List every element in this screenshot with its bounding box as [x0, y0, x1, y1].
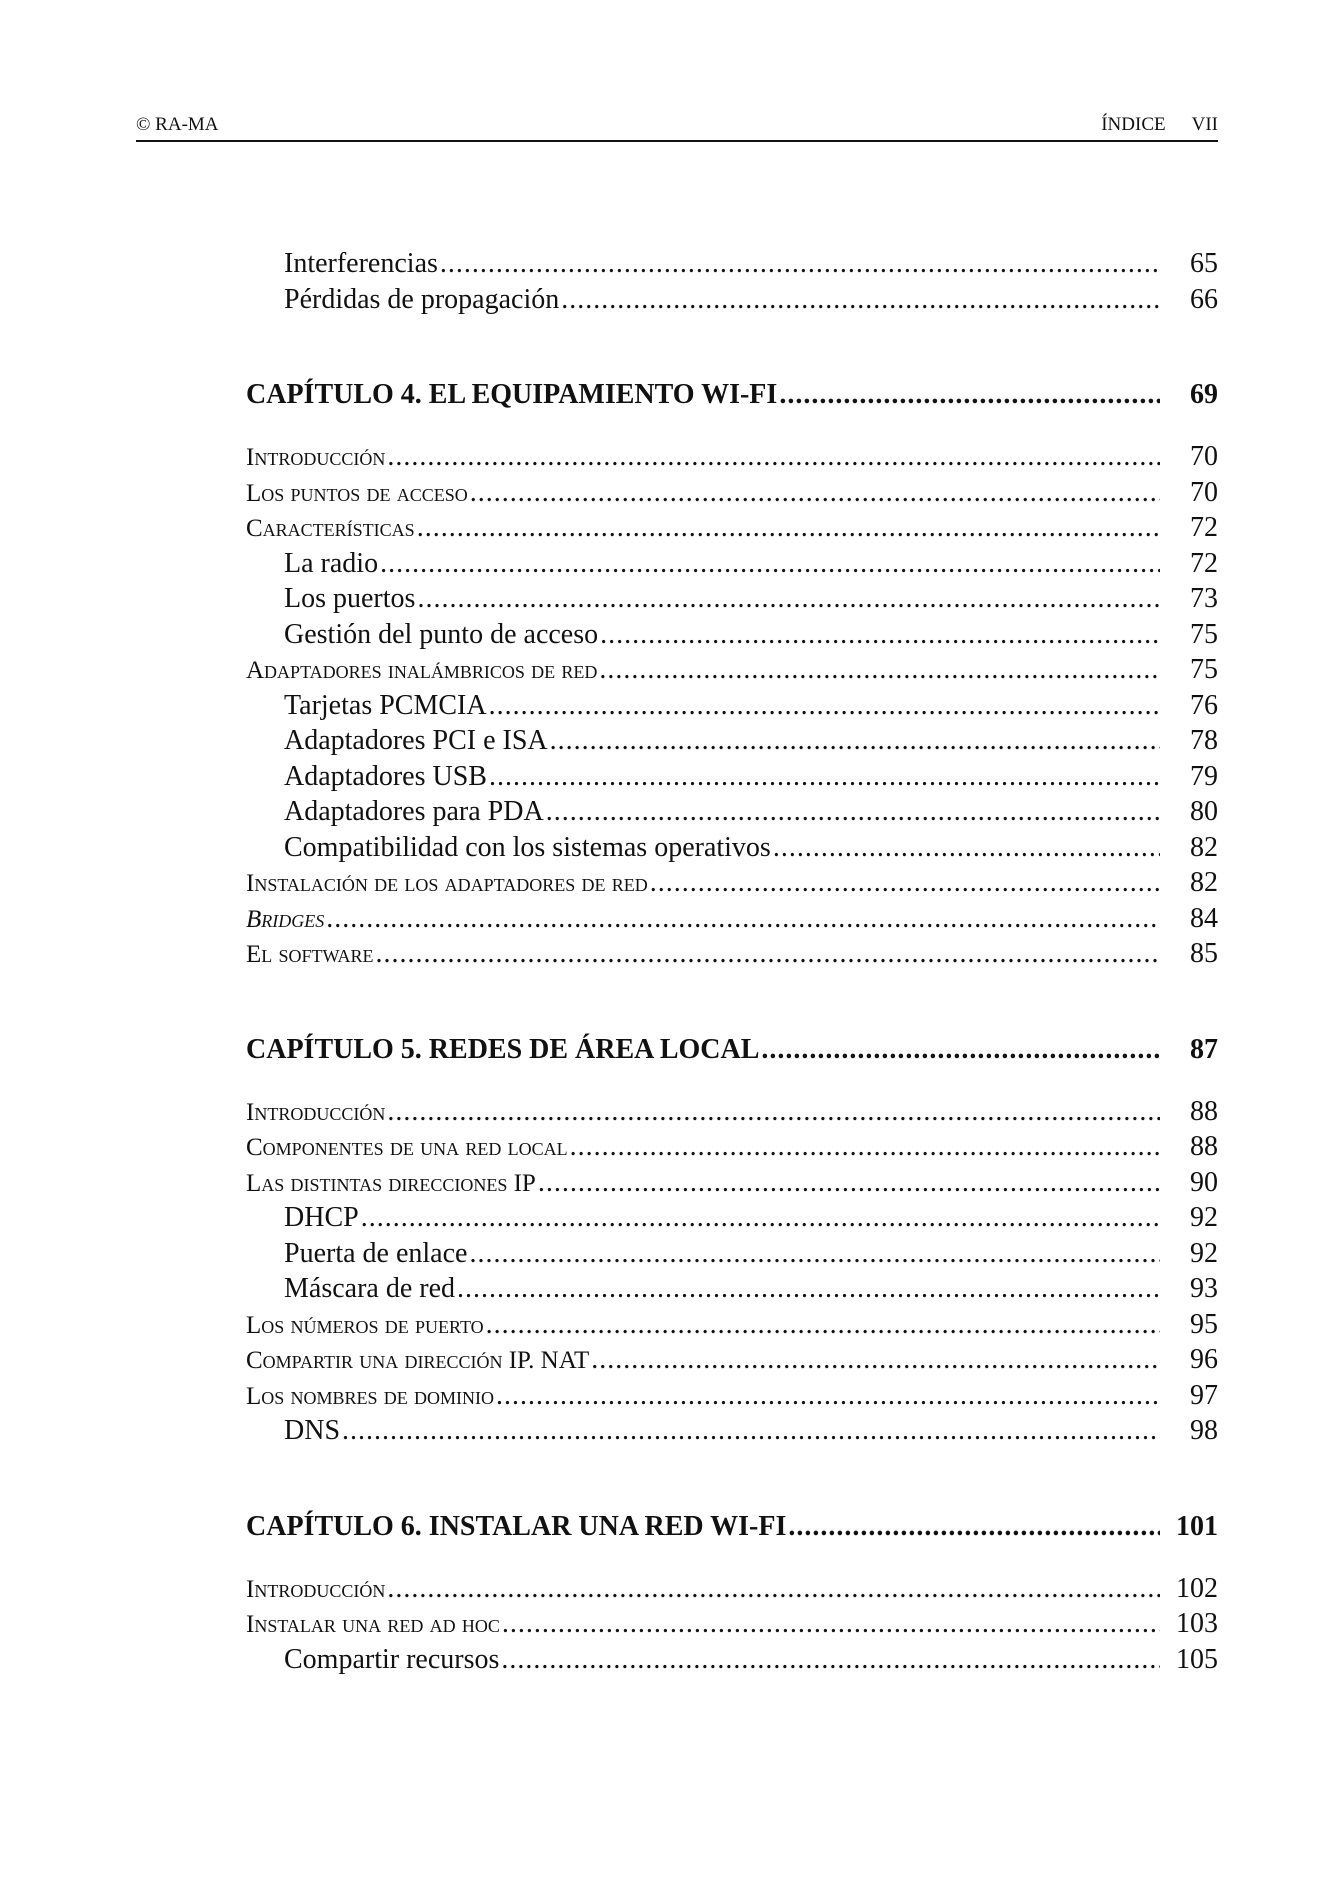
entry-title: Compartir recursos	[284, 1643, 500, 1675]
dot-leader	[380, 548, 1160, 580]
toc-section-entry[interactable]	[246, 512, 1218, 548]
spacer	[246, 1551, 1218, 1573]
dot-leader	[570, 1131, 1160, 1163]
toc-chapter-entry[interactable]	[246, 1034, 1218, 1074]
entry-page-number: 79	[1190, 760, 1218, 792]
toc-subsection-entry[interactable]	[246, 832, 1218, 868]
dot-leader	[788, 1511, 1160, 1543]
spacer	[246, 1451, 1218, 1511]
entry-title: Introducción	[246, 1575, 386, 1603]
toc-section-entry[interactable]	[246, 903, 1218, 939]
dot-leader	[599, 654, 1160, 686]
toc-subsection-entry[interactable]	[246, 1415, 1218, 1451]
entry-title: Los puertos	[284, 583, 416, 614]
toc-subsection-entry[interactable]	[246, 690, 1218, 726]
entry-page-number: 72	[1190, 512, 1218, 543]
dot-leader	[761, 1034, 1160, 1066]
dot-leader	[779, 379, 1160, 411]
entry-page-number: 80	[1190, 796, 1218, 827]
entry-title: CAPÍTULO 4. EL EQUIPAMIENTO WI-FI	[246, 379, 778, 410]
toc-section-entry[interactable]	[246, 1344, 1218, 1380]
toc-subsection-entry[interactable]	[246, 1238, 1218, 1274]
dot-leader	[417, 512, 1160, 544]
entry-title: La radio	[284, 547, 379, 579]
dot-leader	[591, 1344, 1160, 1376]
entry-title: Adaptadores para PDA	[284, 796, 544, 827]
dot-leader	[501, 1644, 1160, 1676]
dot-leader	[650, 867, 1160, 899]
entry-title: CAPÍTULO 5. REDES DE ÁREA LOCAL	[246, 1033, 760, 1065]
entry-page-number: 92	[1190, 1202, 1218, 1233]
spacer	[246, 319, 1218, 379]
dot-leader	[376, 938, 1160, 970]
toc-subsection-entry[interactable]	[246, 1273, 1218, 1309]
entry-title: El software	[246, 941, 374, 968]
entry-title: Características	[246, 515, 415, 542]
entry-page-number: 75	[1190, 618, 1218, 650]
entry-page-number: 101	[1176, 1510, 1218, 1542]
entry-page-number: 93	[1190, 1273, 1218, 1304]
dot-leader	[469, 1238, 1160, 1270]
toc-subsection-entry[interactable]	[246, 1202, 1218, 1238]
toc-subsection-entry[interactable]	[246, 548, 1218, 584]
entry-page-number: 88	[1190, 1095, 1218, 1127]
entry-title: Los nombres de dominio	[246, 1382, 495, 1410]
entry-page-number: 105	[1176, 1643, 1218, 1675]
entry-page-number: 92	[1190, 1237, 1218, 1269]
entry-title: Las distintas direcciones IP	[246, 1169, 536, 1197]
dot-leader	[773, 832, 1160, 864]
toc-chapter-entry[interactable]	[246, 1511, 1218, 1551]
toc-section-entry[interactable]	[246, 1131, 1218, 1167]
entry-page-number: 69	[1190, 379, 1218, 410]
dot-leader	[361, 1202, 1160, 1234]
running-header	[136, 108, 1218, 142]
entry-page-number: 72	[1190, 547, 1218, 579]
entry-page-number: 84	[1190, 902, 1218, 934]
entry-title: DNS	[284, 1415, 341, 1446]
dot-leader	[387, 1573, 1160, 1605]
entry-title: Adaptadores USB	[284, 760, 487, 792]
spacer	[246, 974, 1218, 1034]
entry-title: Instalación de los adaptadores de red	[246, 870, 648, 897]
dot-leader	[326, 903, 1160, 935]
entry-page-number: 66	[1190, 283, 1218, 315]
entry-title: Los puntos de acceso	[246, 479, 468, 507]
spacer	[246, 1074, 1218, 1096]
entry-page-number: 102	[1176, 1572, 1218, 1604]
toc-subsection-entry[interactable]	[246, 619, 1218, 655]
dot-leader	[496, 1380, 1160, 1412]
entry-title: Introducción	[246, 1098, 386, 1126]
toc-section-entry[interactable]	[246, 654, 1218, 690]
entry-page-number: 70	[1190, 441, 1218, 472]
entry-page-number: 75	[1190, 654, 1218, 685]
header-right	[1101, 114, 1218, 136]
dot-leader	[489, 761, 1160, 793]
entry-title: Máscara de red	[284, 1273, 456, 1304]
toc-section-entry[interactable]	[246, 477, 1218, 513]
toc-subsection-entry[interactable]	[246, 248, 1218, 284]
entry-page-number: 78	[1190, 725, 1218, 756]
entry-page-number: 85	[1190, 938, 1218, 969]
toc-subsection-entry[interactable]	[246, 796, 1218, 832]
entry-title: Pérdidas de propagación	[284, 283, 560, 315]
entry-page-number: 97	[1190, 1379, 1218, 1411]
entry-title: CAPÍTULO 6. INSTALAR UNA RED WI-FI	[246, 1510, 787, 1542]
toc-section-entry[interactable]	[246, 1573, 1218, 1609]
entry-page-number: 95	[1190, 1308, 1218, 1340]
dot-leader	[600, 619, 1160, 651]
entry-page-number: 73	[1190, 583, 1218, 614]
entry-page-number: 76	[1190, 689, 1218, 721]
table-of-contents	[246, 248, 1218, 1679]
entry-title: Componentes de una red local	[246, 1134, 568, 1161]
toc-subsection-entry[interactable]	[246, 284, 1218, 320]
toc-chapter-entry[interactable]	[246, 379, 1218, 419]
dot-leader	[440, 248, 1160, 280]
entry-page-number: 82	[1190, 867, 1218, 898]
entry-title: Tarjetas PCMCIA	[284, 689, 487, 721]
toc-subsection-entry[interactable]	[246, 583, 1218, 619]
toc-section-entry[interactable]	[246, 441, 1218, 477]
entry-page-number: 70	[1190, 476, 1218, 508]
dot-leader	[502, 1608, 1160, 1640]
toc-section-entry[interactable]	[246, 867, 1218, 903]
dot-leader	[342, 1415, 1160, 1447]
toc-section-entry[interactable]	[246, 1309, 1218, 1345]
toc-section-entry[interactable]	[246, 1096, 1218, 1132]
publisher-mark: © RA-MA	[136, 114, 219, 135]
page-number: VII	[1191, 114, 1218, 135]
entry-page-number: 90	[1190, 1166, 1218, 1198]
toc-section-entry[interactable]	[246, 1167, 1218, 1203]
entry-page-number: 87	[1190, 1033, 1218, 1065]
dot-leader	[457, 1273, 1160, 1305]
toc-subsection-entry[interactable]	[246, 725, 1218, 761]
entry-title: Interferencias	[284, 248, 438, 279]
entry-title: DHCP	[284, 1202, 359, 1233]
spacer	[246, 419, 1218, 441]
dot-leader	[561, 284, 1160, 316]
toc-subsection-entry[interactable]	[246, 761, 1218, 797]
toc-subsection-entry[interactable]	[246, 1644, 1218, 1680]
dot-leader	[550, 725, 1160, 757]
dot-leader	[486, 1309, 1160, 1341]
dot-leader	[470, 477, 1160, 509]
entry-title: Los números de puerto	[246, 1311, 484, 1339]
entry-page-number: 103	[1176, 1608, 1218, 1639]
entry-page-number: 65	[1190, 248, 1218, 279]
entry-title: Adaptadores PCI e ISA	[284, 725, 548, 756]
entry-title: Adaptadores inalámbricos de red	[246, 657, 598, 684]
toc-section-entry[interactable]	[246, 1380, 1218, 1416]
dot-leader	[387, 441, 1160, 473]
dot-leader	[538, 1167, 1160, 1199]
entry-title: Compartir una dirección IP. NAT	[246, 1347, 590, 1374]
entry-page-number: 88	[1190, 1131, 1218, 1162]
entry-page-number: 82	[1190, 831, 1218, 863]
dot-leader	[546, 796, 1160, 828]
dot-leader	[387, 1096, 1160, 1128]
entry-title: Introducción	[246, 444, 386, 471]
section-title: ÍNDICE	[1101, 114, 1166, 135]
toc-section-entry[interactable]	[246, 1608, 1218, 1644]
dot-leader	[417, 583, 1160, 615]
entry-title: Instalar una red ad hoc	[246, 1611, 500, 1638]
entry-page-number: 96	[1190, 1344, 1218, 1375]
entry-title: Gestión del punto de acceso	[284, 618, 599, 650]
entry-page-number: 98	[1190, 1415, 1218, 1446]
entry-title: Compatibilidad con los sistemas operativos	[284, 831, 771, 863]
toc-section-entry[interactable]	[246, 938, 1218, 974]
entry-title: Puerta de enlace	[284, 1237, 468, 1269]
dot-leader	[489, 690, 1160, 722]
entry-title: Bridges	[246, 905, 325, 933]
